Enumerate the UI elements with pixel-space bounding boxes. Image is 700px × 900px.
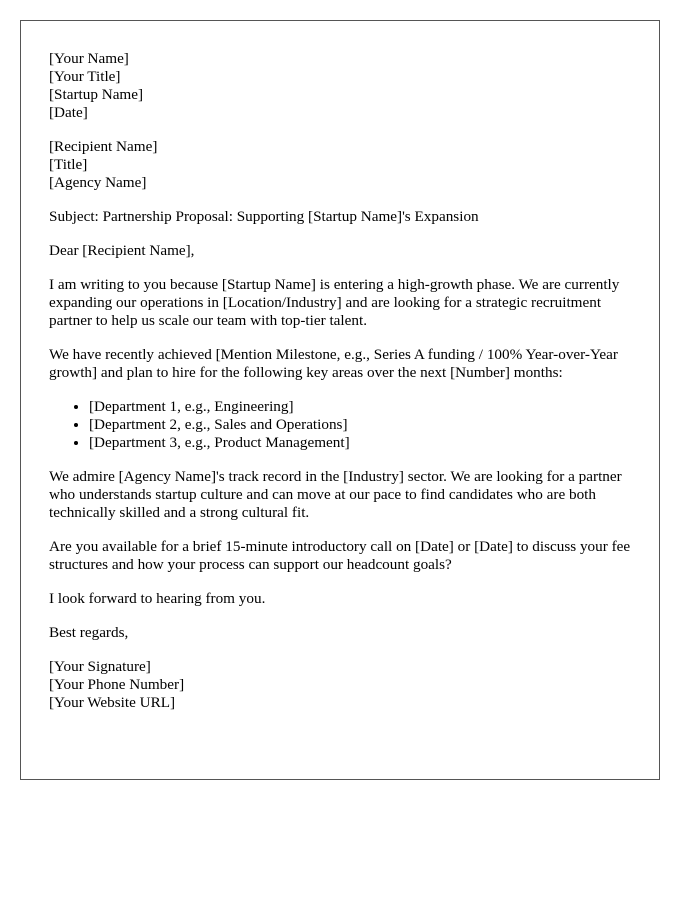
intro-paragraph: I am writing to you because [Startup Name] is entering a high-growth phase. We are currently expanding our operations in [Location/Industry] and are looking for a strategic recruitment partner to help us scale our team with top-tier talent. [49,276,620,329]
admire-paragraph: We admire [Agency Name]'s track record in the [Industry] sector. We are looking for a partner who understands startup culture and can move at our pace to find candidates who are both technically skilled and a strong cultural fit. [49,468,622,521]
subject-line: Subject: Partnership Proposal: Supporting [Startup Name]'s Expansion [49,208,479,225]
recipient-agency: [Agency Name] [49,174,147,191]
call-paragraph: Are you available for a brief 15-minute introductory call on [Date] or [Date] to discuss your fee structures and how your process can support our headcount goals? [49,538,631,573]
list-item: • [Department 3, e.g., Product Management] [89,434,631,452]
signoff: Best regards, [49,624,129,641]
sender-date: [Date] [49,104,88,121]
recipient-title: [Title] [49,156,88,173]
milestone-paragraph: We have recently achieved [Mention Milestone, e.g., Series A funding / 100% Year-over-Year growth] and plan to hire for the following key areas over the next [Number] months: [49,346,618,381]
sender-block [49,50,631,122]
signature-website: [Your Website URL] [49,694,176,711]
signature-name: [Your Signature] [49,658,151,675]
sender-title: [Your Title] [49,68,121,85]
recipient-block [49,138,631,192]
sender-name: [Your Name] [49,50,129,67]
salutation: Dear [Recipient Name], [49,242,195,259]
letter-page [20,20,660,780]
recipient-name: [Recipient Name] [49,138,158,155]
closing-line: I look forward to hearing from you. [49,590,266,607]
signature-phone: [Your Phone Number] [49,676,185,693]
sender-startup: [Startup Name] [49,86,144,103]
signature-block [49,658,631,712]
hiring-areas-list [49,398,631,452]
list-item: • [Department 1, e.g., Engineering] [89,398,631,416]
list-item: • [Department 2, e.g., Sales and Operations] [89,416,631,434]
